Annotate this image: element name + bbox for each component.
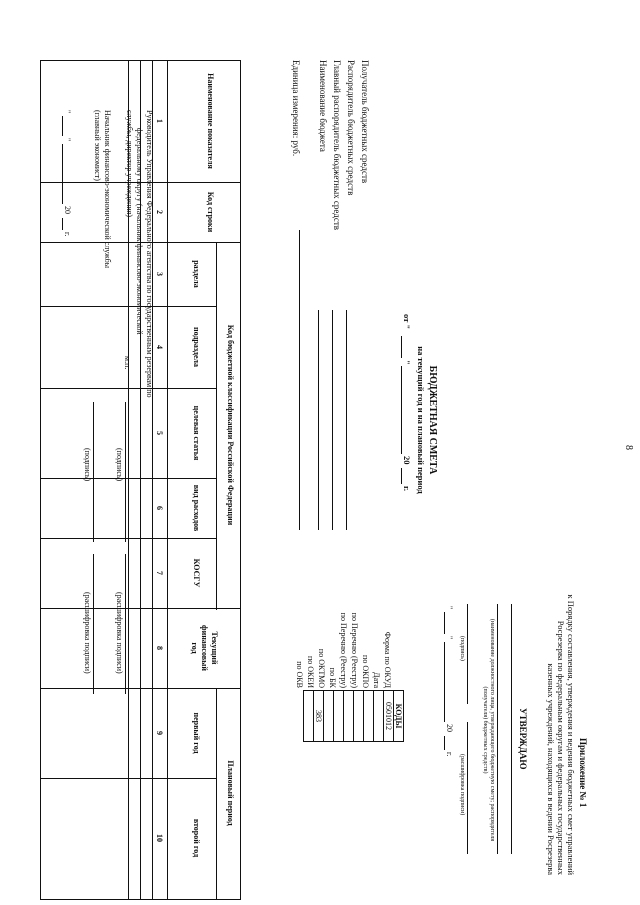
code-bk	[334, 691, 344, 742]
code-label-date: Дата	[372, 672, 381, 688]
page-number: 8	[623, 445, 634, 450]
head-title-line1: Руководитель Управления Федерального агентства по государственным резервам по	[145, 110, 154, 398]
head-title-line3: службы, директор учреждения)	[125, 110, 134, 218]
col-subsection: подраздела	[192, 326, 201, 368]
code-okv	[304, 691, 314, 742]
code-okud: 0501012	[384, 691, 394, 742]
code-label-oktmo: по ОКТМО	[317, 648, 326, 688]
field-unit: Единица измерения: руб.	[291, 60, 301, 157]
head-title-line2: федеральному округу (начальник финансово-экономической	[135, 128, 144, 335]
head-decoding-caption: (расшифровка подписи)	[115, 592, 124, 674]
code-label-bk: по БК	[328, 667, 337, 688]
code-date	[374, 691, 384, 742]
appendix-title: Приложение № 1	[578, 738, 588, 808]
code-registry-2	[344, 691, 354, 742]
code-label-registry-1: по Перечню (Реестру)	[350, 612, 359, 688]
col-number-6: 6	[155, 506, 164, 510]
col-line-code: Код строки	[206, 191, 215, 233]
col-number-4: 4	[155, 345, 164, 349]
approval-date-open: "	[445, 606, 454, 610]
field-manager: Распорядитель бюджетных средств	[346, 60, 356, 196]
code-label-registry-2: по Перечню (Реестру)	[339, 612, 348, 688]
approval-decoding-caption: (расшифровка подписи)	[459, 754, 465, 816]
col-number-5: 5	[155, 431, 164, 435]
approval-date-suffix: г.	[445, 752, 454, 757]
group-bcc: Код бюджетной классификации Российской Федерации	[226, 324, 235, 526]
col-number-3: 3	[155, 272, 164, 276]
col-current-year-3: год	[190, 642, 199, 654]
codes-header: КОДЫ	[394, 691, 404, 742]
fin-title-line1: Начальник финансово-экономической службы	[103, 110, 112, 269]
head-sign-caption: (подпись)	[115, 448, 124, 482]
col-current-year-2: финансовый	[200, 625, 209, 671]
col-expense-type: вид расходов	[192, 484, 201, 532]
field-recipient: Получатель бюджетных средств	[360, 60, 370, 184]
col-number-1: 1	[155, 119, 164, 123]
code-label-okv: по ОКВ	[295, 661, 304, 688]
approval-signature-caption: (подпись)	[459, 636, 465, 661]
sign-date-year: 20	[63, 206, 72, 214]
col-number-10: 10	[155, 834, 164, 842]
estimate-date-quote: "	[402, 360, 412, 365]
approval-date-year: 20	[445, 724, 454, 732]
sign-date-close: "	[63, 138, 72, 142]
col-number-9: 9	[155, 731, 164, 735]
col-target-article: целевая статья	[192, 405, 201, 461]
approval-title: УТВЕРЖДАЮ	[518, 708, 528, 770]
approval-decoding-line	[467, 722, 468, 854]
fin-title-line2: (главный экономист)	[93, 110, 102, 181]
estimate-title: БЮДЖЕТНАЯ СМЕТА	[427, 365, 438, 475]
col-second-year: второй год	[192, 818, 201, 858]
estimate-date-suffix: г.	[402, 486, 412, 492]
col-kosgu: КОСГУ	[192, 558, 201, 588]
code-oktmo	[324, 691, 334, 742]
col-section: раздела	[192, 260, 201, 288]
group-planned-period: Плановый период	[226, 760, 235, 826]
code-label-okei: по ОКЕИ	[306, 655, 315, 688]
approval-signature-line	[467, 604, 468, 704]
field-chief-manager: Главный распорядитель бюджетных средств	[332, 60, 342, 230]
code-label-okud: Форма по ОКУД	[383, 631, 392, 688]
appendix-text: к Порядку составления, утверждения и ведения бюджетных смет управлений Росрезерва по федеральным округам и федеральных государственных казенных учреждений, находящихся в ведении Росрезерва	[546, 594, 576, 875]
col-number-8: 8	[155, 646, 164, 650]
field-budget-name: Наименование бюджета	[318, 60, 328, 152]
col-first-year: первый год	[192, 712, 201, 754]
col-current-year-1: Текущий	[210, 631, 219, 665]
sign-date-open: "	[63, 110, 72, 114]
code-okei: 383	[314, 691, 324, 742]
fin-decoding-caption: (расшифровка подписи)	[83, 592, 92, 674]
stamp-placeholder: м.п.	[123, 356, 132, 370]
fin-sign-caption: (подпись)	[83, 448, 92, 482]
approval-position-line	[511, 604, 512, 854]
col-indicator: Наименование показателя	[206, 73, 215, 169]
estimate-date-year: 20	[402, 456, 412, 465]
col-number-7: 7	[155, 571, 164, 575]
estimate-date-from: от "	[402, 314, 412, 330]
estimate-subtitle: на текущий год и на плановый период	[416, 346, 426, 494]
code-okpo	[364, 691, 374, 742]
approval-position-caption: (наименование должностного лица, утверждающего бюджетную смету; распорядителя (получателя) бюджетных средств)	[482, 618, 495, 842]
col-number-2: 2	[155, 210, 164, 214]
code-label-okpo: по ОКПО	[361, 655, 370, 688]
approval-position-line-2	[497, 604, 498, 854]
codes-table	[303, 690, 404, 742]
code-registry-1	[354, 691, 364, 742]
sign-date-suffix: г.	[63, 232, 72, 237]
approval-date-mid: "	[445, 636, 454, 640]
